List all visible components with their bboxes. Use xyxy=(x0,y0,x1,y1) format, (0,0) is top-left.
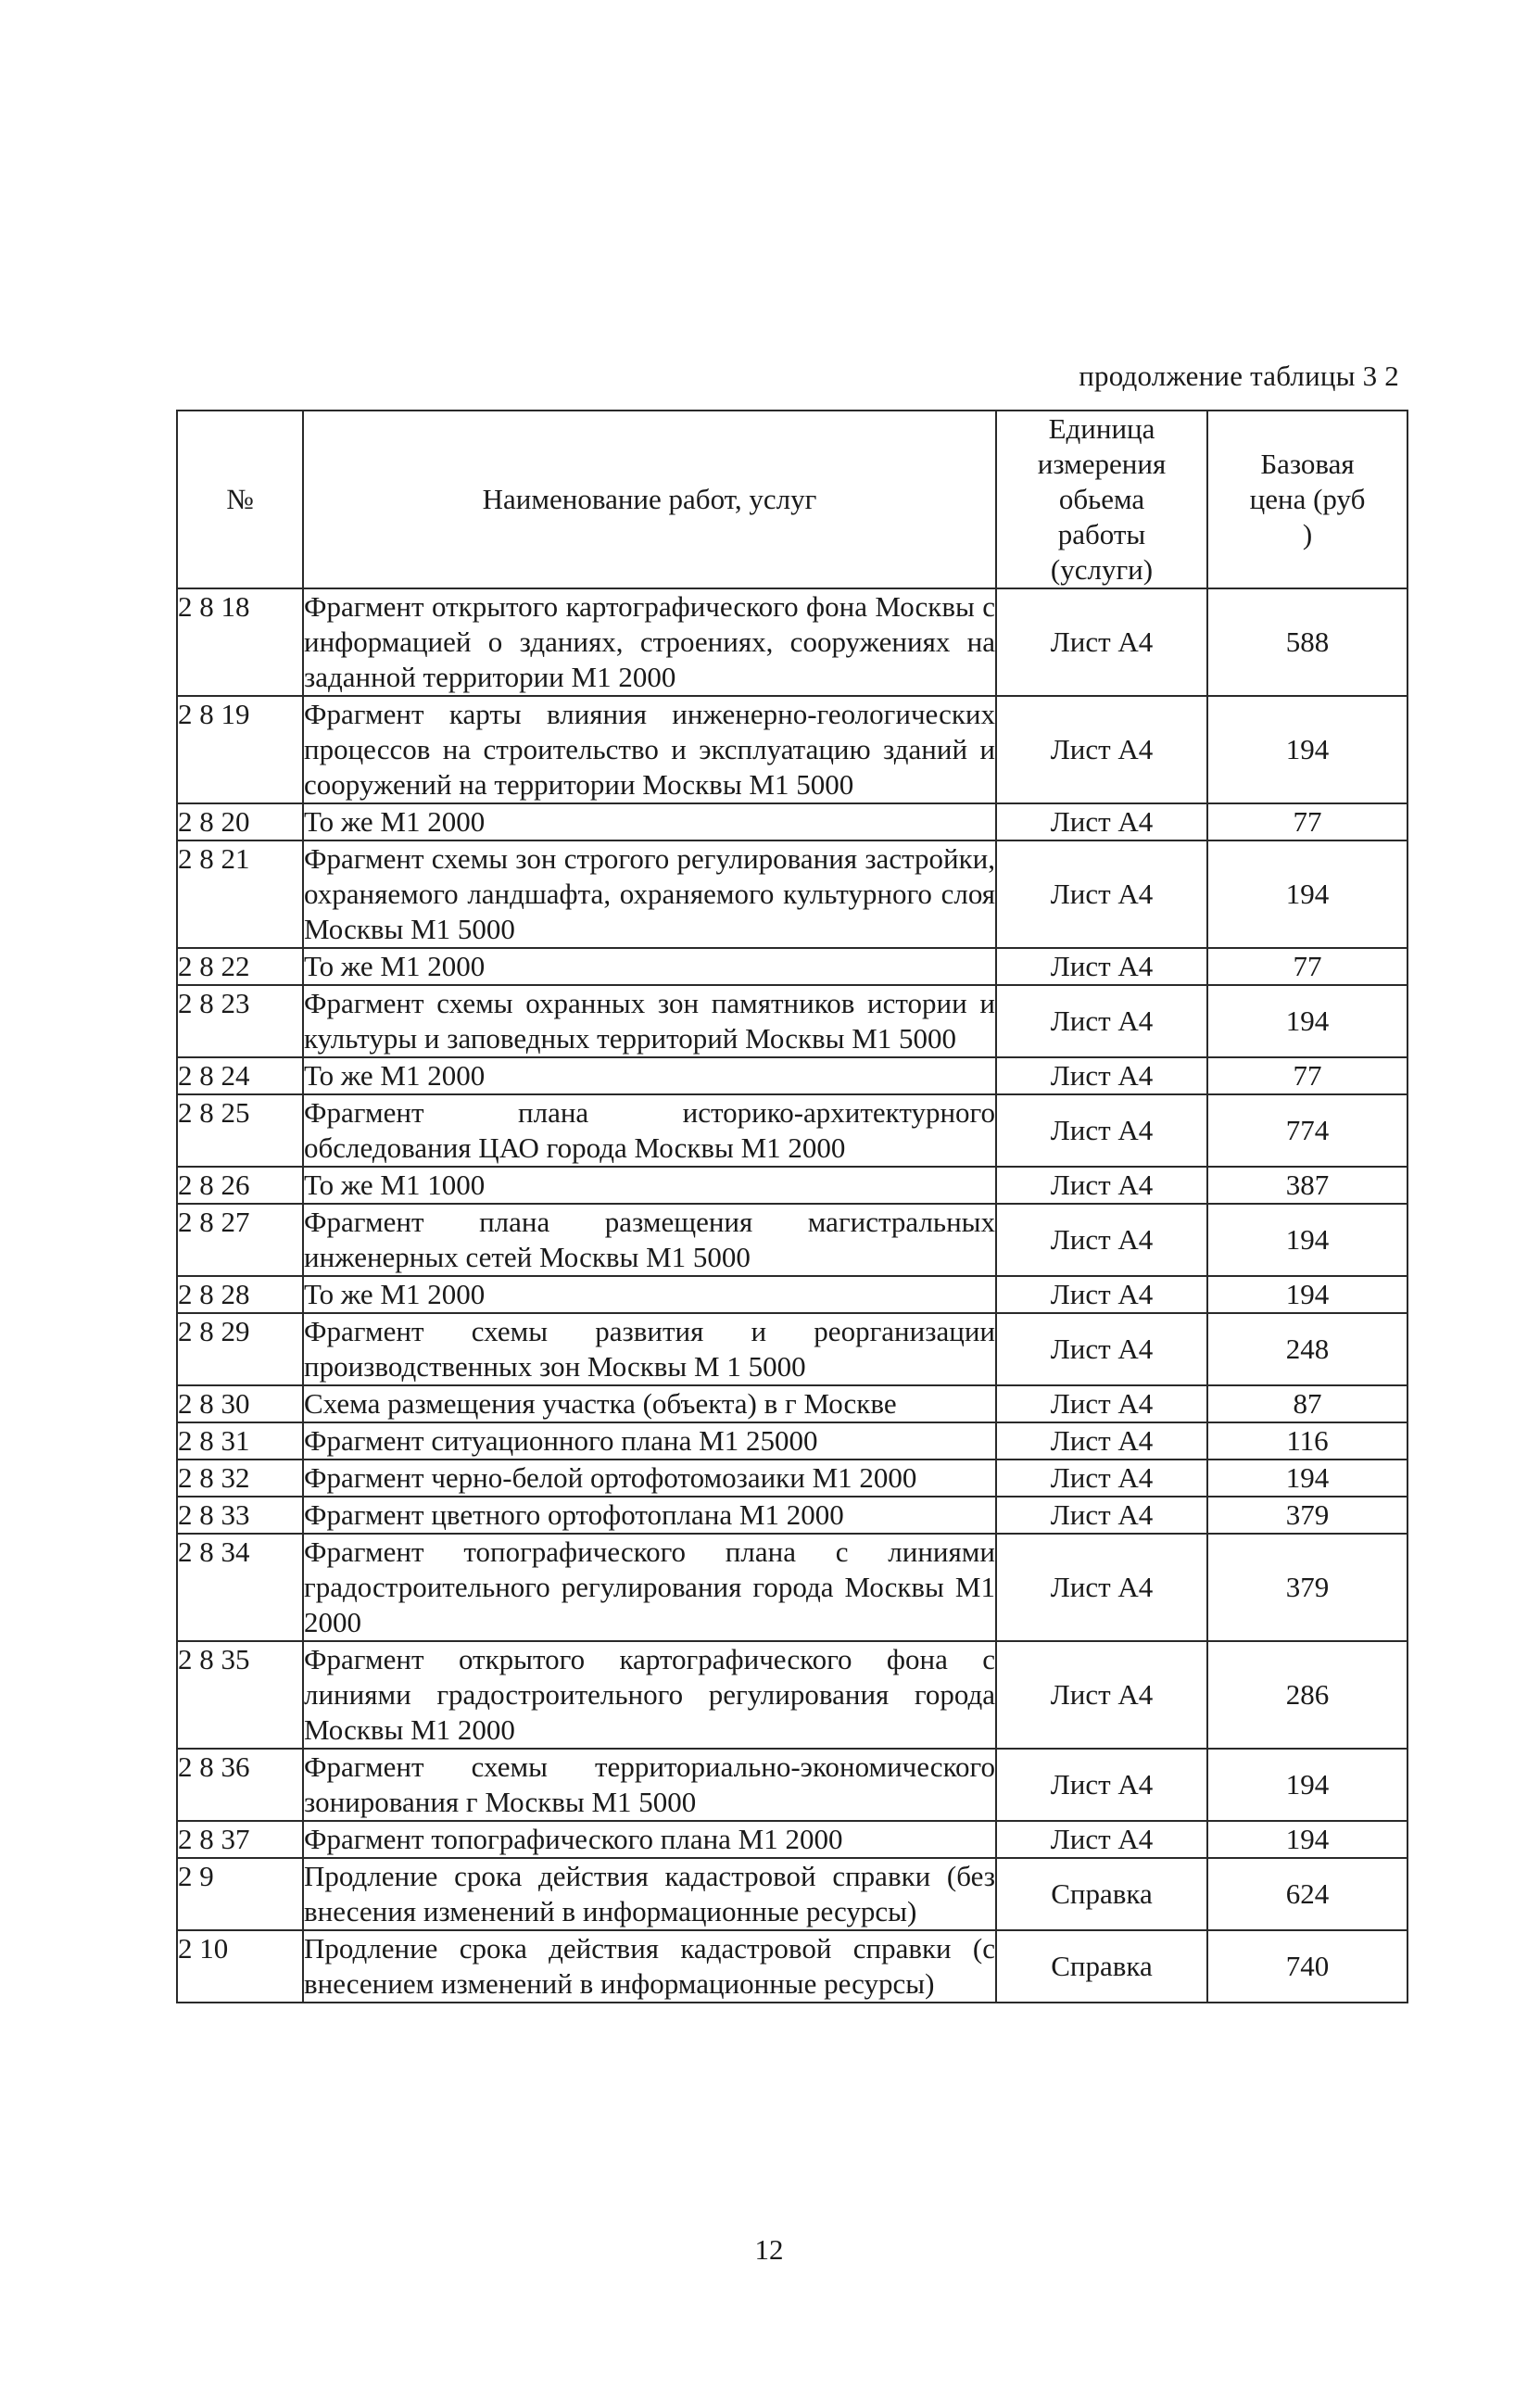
row-price: 116 xyxy=(1207,1422,1407,1460)
row-number: 2 8 23 xyxy=(177,985,303,1057)
row-name: Фрагмент плана историко-архитектурного обследования ЦАО города Москвы М1 2000 xyxy=(303,1094,996,1167)
table-row xyxy=(177,948,1407,985)
row-name: То же М1 2000 xyxy=(303,1276,996,1313)
row-unit: Лист А4 xyxy=(996,1276,1207,1313)
table-row xyxy=(177,588,1407,696)
row-number: 2 8 25 xyxy=(177,1094,303,1167)
row-number: 2 8 27 xyxy=(177,1204,303,1276)
table-row xyxy=(177,1422,1407,1460)
row-name: То же М1 2000 xyxy=(303,803,996,840)
row-number: 2 8 20 xyxy=(177,803,303,840)
row-number: 2 8 35 xyxy=(177,1641,303,1749)
row-price: 588 xyxy=(1207,588,1407,696)
row-price: 379 xyxy=(1207,1534,1407,1641)
table-row xyxy=(177,1821,1407,1858)
row-unit: Лист А4 xyxy=(996,1641,1207,1749)
row-unit: Лист А4 xyxy=(996,985,1207,1057)
row-price: 77 xyxy=(1207,1057,1407,1094)
row-number: 2 8 22 xyxy=(177,948,303,985)
row-name: Схема размещения участка (объекта) в г Москве xyxy=(303,1385,996,1422)
table-row xyxy=(177,1385,1407,1422)
header-name: Наименование работ, услуг xyxy=(303,411,996,588)
row-unit: Лист А4 xyxy=(996,948,1207,985)
table-row xyxy=(177,1094,1407,1167)
row-price: 194 xyxy=(1207,985,1407,1057)
row-unit: Лист А4 xyxy=(996,1094,1207,1167)
row-name: Фрагмент топографического плана с линиями градостроительного регулирования города Москвы М1 2000 xyxy=(303,1534,996,1641)
row-price: 286 xyxy=(1207,1641,1407,1749)
row-name: Продление срока действия кадастровой справки (с внесением изменений в информационные ресурсы) xyxy=(303,1930,996,2003)
row-price: 194 xyxy=(1207,1749,1407,1821)
row-name: Фрагмент схемы охранных зон памятников истории и культуры и заповедных территорий Москвы М1 5000 xyxy=(303,985,996,1057)
table-row xyxy=(177,1930,1407,2003)
row-price: 77 xyxy=(1207,803,1407,840)
row-name: Фрагмент ситуационного плана М1 25000 xyxy=(303,1422,996,1460)
row-unit: Лист А4 xyxy=(996,1313,1207,1385)
table-row xyxy=(177,1858,1407,1930)
row-unit: Лист А4 xyxy=(996,588,1207,696)
row-price: 624 xyxy=(1207,1858,1407,1930)
row-name: Фрагмент топографического плана М1 2000 xyxy=(303,1821,996,1858)
row-name: Фрагмент открытого картографического фона Москвы с информацией о зданиях, строениях, сооружениях на заданной территории М1 2000 xyxy=(303,588,996,696)
row-number: 2 8 29 xyxy=(177,1313,303,1385)
row-price: 194 xyxy=(1207,1821,1407,1858)
row-price: 248 xyxy=(1207,1313,1407,1385)
row-name: Фрагмент цветного ортофотоплана М1 2000 xyxy=(303,1497,996,1534)
row-unit: Лист А4 xyxy=(996,1057,1207,1094)
row-number: 2 8 33 xyxy=(177,1497,303,1534)
row-number: 2 8 28 xyxy=(177,1276,303,1313)
row-unit: Лист А4 xyxy=(996,696,1207,803)
table-row xyxy=(177,1276,1407,1313)
page-number: 12 xyxy=(754,2233,784,2266)
row-unit: Справка xyxy=(996,1930,1207,2003)
table-row xyxy=(177,803,1407,840)
row-price: 740 xyxy=(1207,1930,1407,2003)
row-number: 2 8 32 xyxy=(177,1460,303,1497)
row-number: 2 8 36 xyxy=(177,1749,303,1821)
row-unit: Лист А4 xyxy=(996,803,1207,840)
table-row xyxy=(177,696,1407,803)
table-row xyxy=(177,1057,1407,1094)
row-price: 774 xyxy=(1207,1094,1407,1167)
row-number: 2 8 37 xyxy=(177,1821,303,1858)
table-row xyxy=(177,1641,1407,1749)
row-name: Продление срока действия кадастровой справки (без внесения изменений в информационные ресурсы) xyxy=(303,1858,996,1930)
table-row xyxy=(177,840,1407,948)
table-row xyxy=(177,1313,1407,1385)
table-row xyxy=(177,1749,1407,1821)
row-unit: Справка xyxy=(996,1858,1207,1930)
header-unit: Единица измерения обьема работы (услуги) xyxy=(996,411,1207,588)
table-row xyxy=(177,1167,1407,1204)
price-table xyxy=(176,410,1408,2003)
row-number: 2 10 xyxy=(177,1930,303,2003)
row-number: 2 9 xyxy=(177,1858,303,1930)
row-number: 2 8 21 xyxy=(177,840,303,948)
row-name: Фрагмент схемы зон строгого регулирования застройки, охраняемого ландшафта, охраняемого культурного слоя Москвы М1 5000 xyxy=(303,840,996,948)
table-row xyxy=(177,1460,1407,1497)
row-price: 387 xyxy=(1207,1167,1407,1204)
row-unit: Лист А4 xyxy=(996,1460,1207,1497)
table-row xyxy=(177,1204,1407,1276)
row-unit: Лист А4 xyxy=(996,1422,1207,1460)
row-name: Фрагмент открытого картографического фона с линиями градостроительного регулирования города Москвы М1 2000 xyxy=(303,1641,996,1749)
table-row xyxy=(177,1497,1407,1534)
row-unit: Лист А4 xyxy=(996,1167,1207,1204)
row-number: 2 8 30 xyxy=(177,1385,303,1422)
table-row xyxy=(177,1534,1407,1641)
row-unit: Лист А4 xyxy=(996,1204,1207,1276)
table-header-row xyxy=(177,411,1407,588)
row-price: 194 xyxy=(1207,696,1407,803)
row-number: 2 8 31 xyxy=(177,1422,303,1460)
row-number: 2 8 26 xyxy=(177,1167,303,1204)
row-name: Фрагмент схемы территориально-экономического зонирования г Москвы М1 5000 xyxy=(303,1749,996,1821)
row-unit: Лист А4 xyxy=(996,1749,1207,1821)
table-continuation-caption: продолжение таблицы 3 2 xyxy=(1079,360,1399,392)
row-number: 2 8 24 xyxy=(177,1057,303,1094)
table-row xyxy=(177,985,1407,1057)
row-price: 77 xyxy=(1207,948,1407,985)
row-price: 194 xyxy=(1207,1460,1407,1497)
row-price: 194 xyxy=(1207,1204,1407,1276)
row-name: Фрагмент схемы развития и реорганизации производственных зон Москвы М 1 5000 xyxy=(303,1313,996,1385)
row-price: 194 xyxy=(1207,1276,1407,1313)
row-name: То же М1 2000 xyxy=(303,948,996,985)
row-number: 2 8 19 xyxy=(177,696,303,803)
header-num: № xyxy=(177,411,303,588)
row-number: 2 8 18 xyxy=(177,588,303,696)
row-unit: Лист А4 xyxy=(996,1534,1207,1641)
row-name: То же М1 2000 xyxy=(303,1057,996,1094)
row-unit: Лист А4 xyxy=(996,1497,1207,1534)
header-price: Базовая цена (руб ) xyxy=(1207,411,1407,588)
row-unit: Лист А4 xyxy=(996,1385,1207,1422)
row-unit: Лист А4 xyxy=(996,1821,1207,1858)
row-name: Фрагмент плана размещения магистральных инженерных сетей Москвы М1 5000 xyxy=(303,1204,996,1276)
row-name: Фрагмент черно-белой ортофотомозаики М1 2000 xyxy=(303,1460,996,1497)
row-name: Фрагмент карты влияния инженерно-геологических процессов на строительство и эксплуатацию зданий и сооружений на территории Москвы М1 5000 xyxy=(303,696,996,803)
row-price: 87 xyxy=(1207,1385,1407,1422)
row-number: 2 8 34 xyxy=(177,1534,303,1641)
row-price: 379 xyxy=(1207,1497,1407,1534)
row-name: То же М1 1000 xyxy=(303,1167,996,1204)
row-price: 194 xyxy=(1207,840,1407,948)
row-unit: Лист А4 xyxy=(996,840,1207,948)
